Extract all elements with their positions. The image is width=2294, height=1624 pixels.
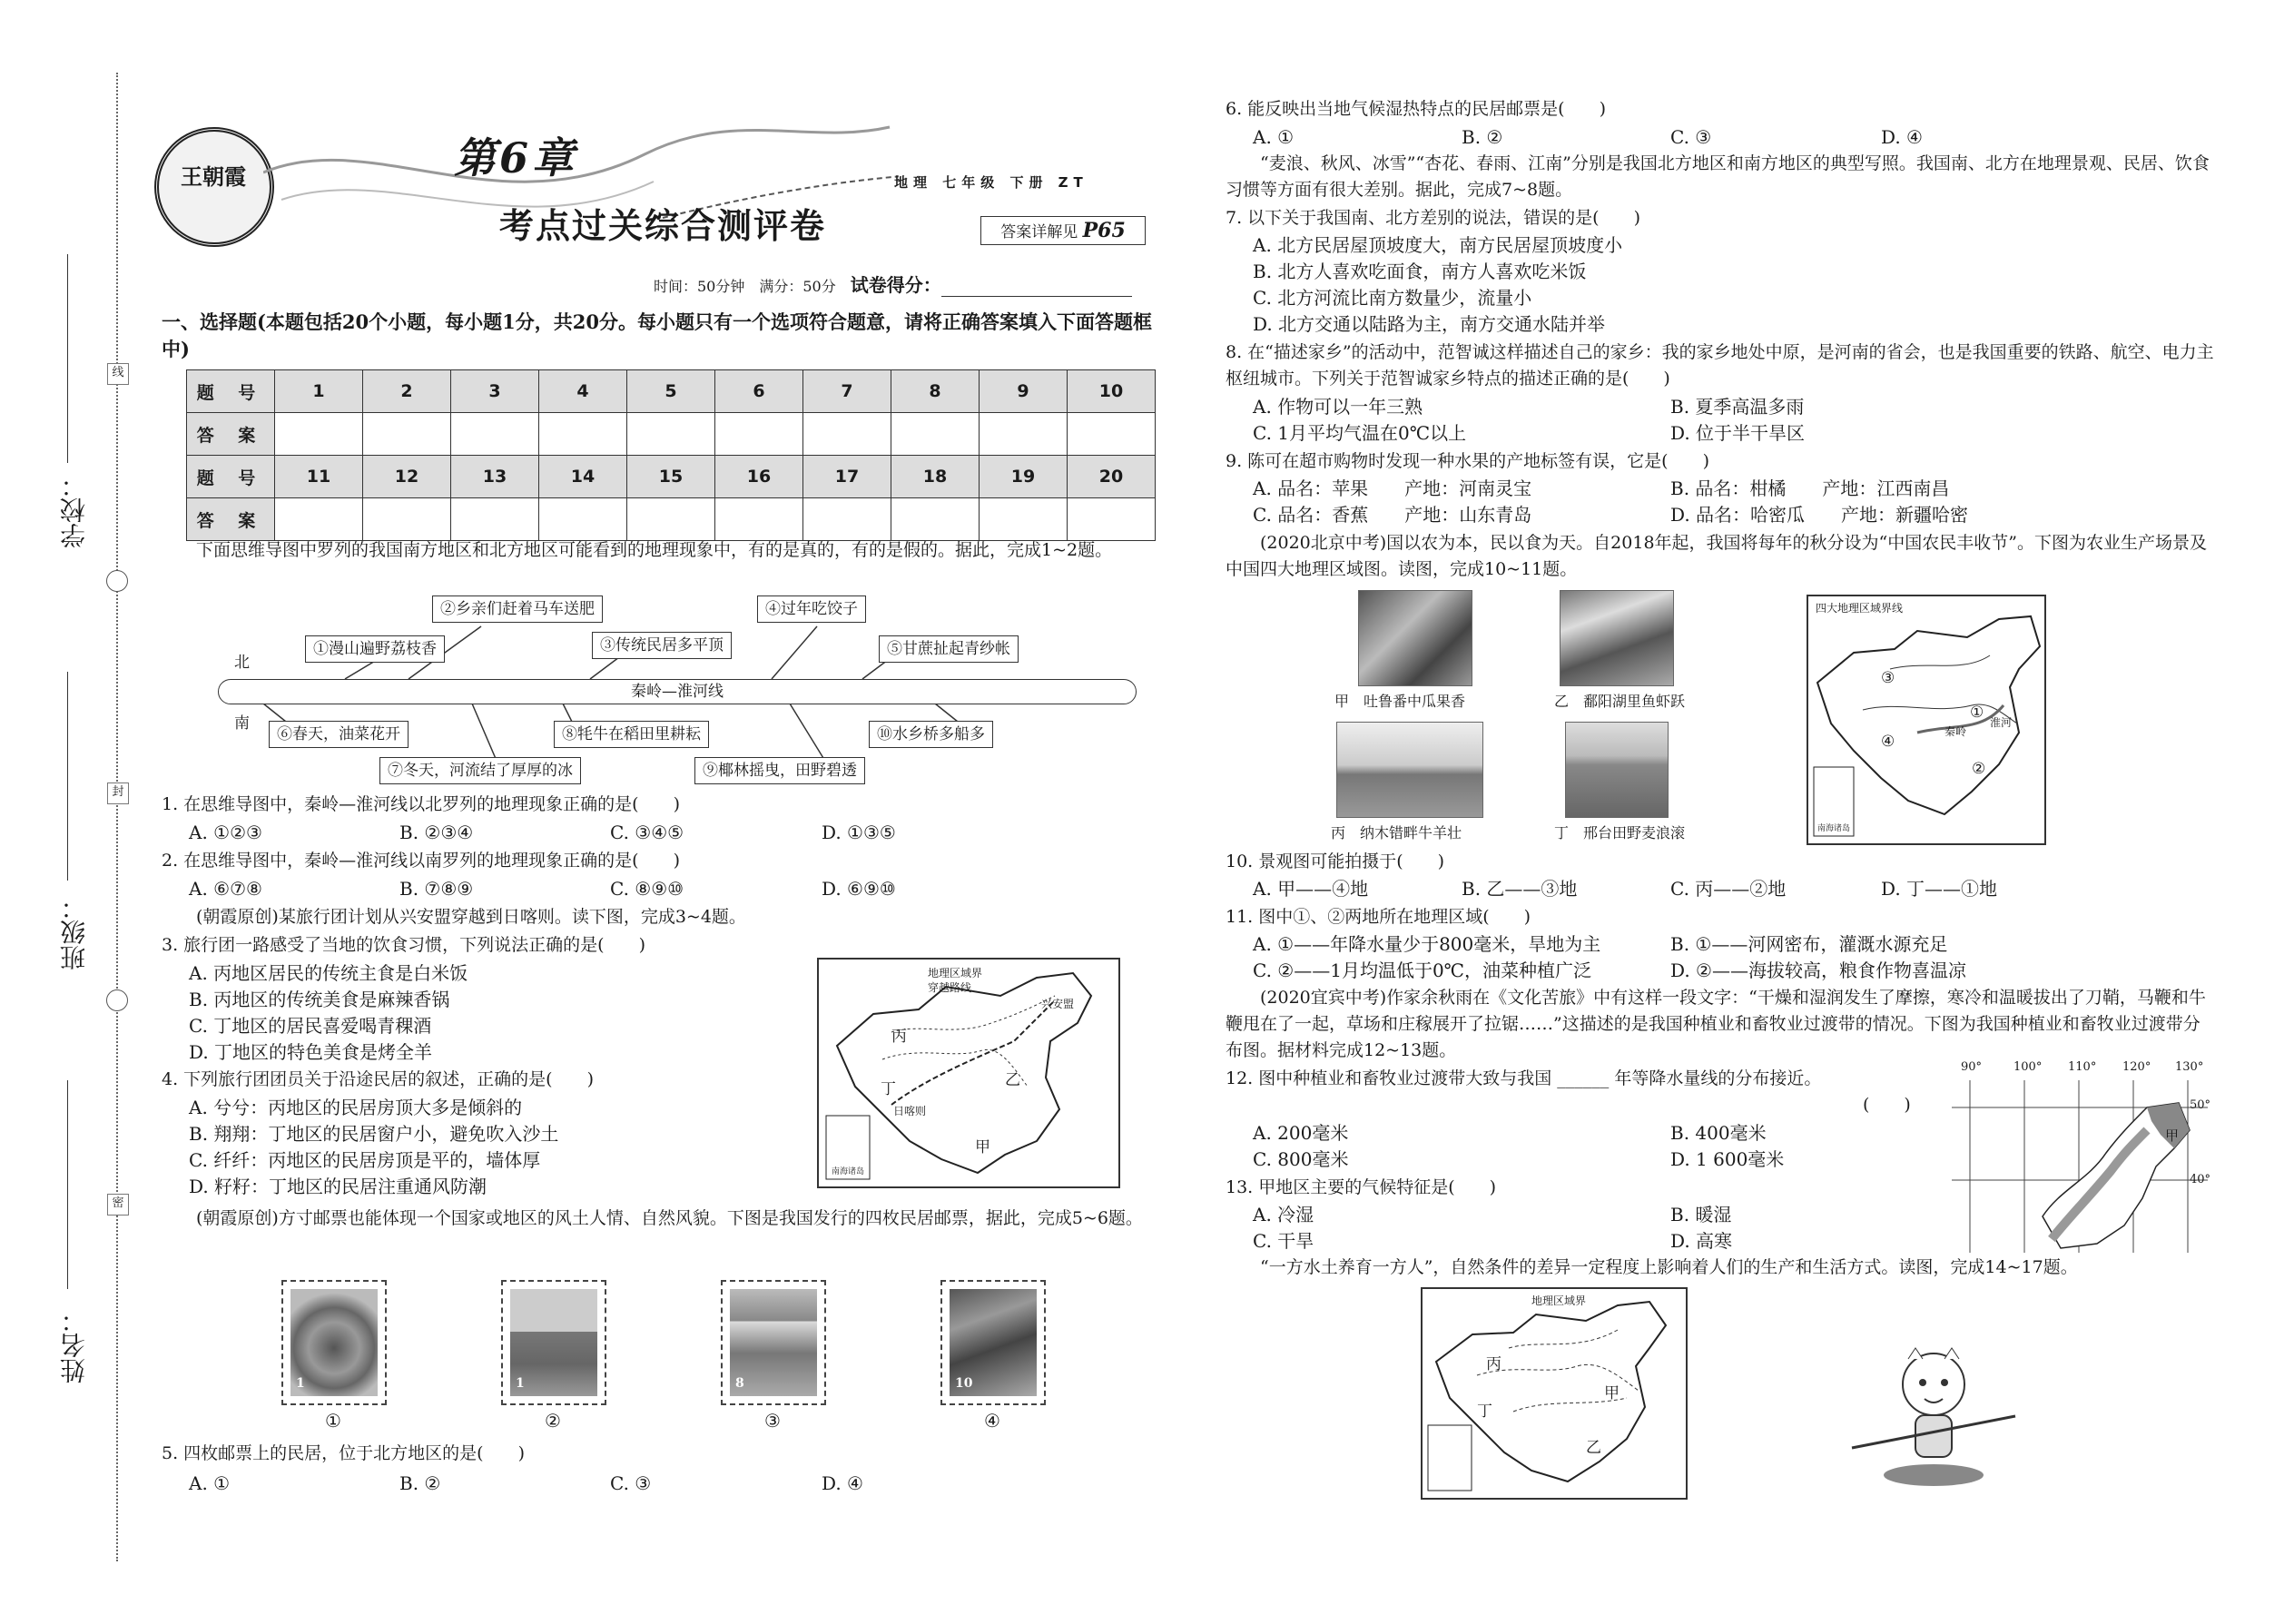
q1-option-c[interactable]: C. ③④⑤ (610, 822, 684, 843)
grid-num: 19 (980, 456, 1068, 498)
stamp-value: 10 (955, 1376, 973, 1391)
answer-cell[interactable] (627, 498, 715, 541)
q4-option-d[interactable]: D. 籽籽：丁地区的民居注重通风防潮 (189, 1176, 487, 1197)
q4-option-b[interactable]: B. 翔翔：丁地区的民居窗户小，避免吹入沙土 (189, 1123, 559, 1145)
mindmap-node-5: ⑤甘蔗扯起青纱帐 (879, 635, 1019, 663)
answer-cell[interactable] (451, 498, 539, 541)
grid-num: 15 (627, 456, 715, 498)
q1-option-a[interactable]: A. ①②③ (189, 822, 262, 843)
answer-cell[interactable] (363, 413, 451, 456)
answer-cell[interactable] (715, 498, 803, 541)
logo-text: 王朝霞 (181, 163, 246, 190)
school-field[interactable] (67, 254, 68, 463)
q5-option-d[interactable]: D. ④ (822, 1472, 863, 1494)
q4-stem: 4. 下列旅行团团员关于沿途民居的叙述，正确的是( ) (162, 1069, 594, 1089)
name-field[interactable] (67, 1080, 68, 1289)
grid-label: 答 案 (187, 498, 275, 541)
q3-option-a[interactable]: A. 丙地区居民的传统主食是白米饭 (189, 962, 468, 984)
answer-cell[interactable] (451, 413, 539, 456)
answer-cell[interactable] (275, 413, 363, 456)
score-label: 试卷得分： (850, 274, 941, 296)
mindmap-node-10: ⑩水乡桥多船多 (869, 721, 993, 748)
photo-poyang (1560, 590, 1674, 686)
q13-option-d[interactable]: D. 高寒 (1670, 1230, 1733, 1252)
region-jia: 甲 (2165, 1127, 2180, 1144)
brand-logo (154, 127, 274, 247)
q7-option-b[interactable]: B. 北方人喜欢吃面食，南方人喜欢吃米饭 (1253, 261, 1587, 282)
q10-option-a[interactable]: A. 甲——④地 (1253, 878, 1369, 900)
region-yi: 乙 (1586, 1439, 1601, 1457)
grid-num: 4 (539, 370, 627, 413)
stamp-value: 1 (296, 1376, 305, 1391)
school-label: 学校： (59, 472, 89, 548)
grid-label: 题 号 (187, 456, 275, 498)
legend-region-boundary: 地理区域界 (928, 967, 983, 979)
answer-cell[interactable] (803, 498, 891, 541)
q3-option-b[interactable]: B. 丙地区的传统美食是麻辣香锅 (189, 989, 450, 1010)
map-end-label: 日喀则 (893, 1105, 927, 1117)
stamp-1 (281, 1280, 387, 1405)
map-start-label: 兴安盟 (1041, 998, 1075, 1010)
paper-subtitle: 考点过关综合测评卷 (499, 205, 827, 246)
legend-route: 穿越路线 (928, 981, 972, 994)
q1-option-d[interactable]: D. ①③⑤ (822, 822, 896, 843)
answer-grid (186, 369, 1156, 541)
q6-option-d[interactable]: D. ④ (1881, 126, 1923, 148)
q9-option-c[interactable]: C. 品名：香蕉 产地：山东青岛 (1253, 504, 1532, 526)
mascot-illustration (1843, 1339, 2024, 1502)
china-outline-drawing (1423, 1289, 1686, 1498)
score-field[interactable] (941, 280, 1132, 297)
exam-meta (654, 271, 1132, 297)
answer-cell[interactable] (891, 498, 980, 541)
q7-option-d[interactable]: D. 北方交通以陆路为主，南方交通水陆并举 (1253, 313, 1606, 335)
answer-note: 答案详解见 (1000, 223, 1078, 241)
binding-hole-icon (106, 989, 128, 1011)
region-ding: 丁 (1477, 1403, 1492, 1421)
q6-stem: 6. 能反映出当地气候湿热特点的民居邮票是( ) (1226, 99, 1606, 119)
q12-option-d[interactable]: D. 1 600毫米 (1670, 1148, 1785, 1170)
regions-map (1421, 1287, 1688, 1500)
answer-cell[interactable] (980, 413, 1068, 456)
photo-turpan (1358, 590, 1472, 686)
q10-option-c[interactable]: C. 丙——②地 (1670, 878, 1787, 900)
grid-num: 20 (1068, 456, 1156, 498)
q5-option-b[interactable]: B. ② (399, 1472, 441, 1494)
q1-option-b[interactable]: B. ②③④ (399, 822, 474, 843)
map2-legend: 四大地理区域界线 (1816, 602, 1904, 615)
region-ding: 丁 (881, 1080, 896, 1098)
grid-num: 18 (891, 456, 980, 498)
q7-option-a[interactable]: A. 北方民居屋顶坡度大，南方民居屋顶坡度小 (1253, 234, 1623, 256)
map2-qinling: 秦岭 (1944, 725, 1967, 738)
map2-marker-4: ④ (1881, 733, 1895, 751)
q12-stem: 12. 图中种植业和畜牧业过渡带大致与我国 ______ 年等降水量线的分布接近。 (1226, 1068, 1822, 1088)
q10-option-d[interactable]: D. 丁——①地 (1881, 878, 1998, 900)
q13-stem: 13. 甲地区主要的气候特征是( ) (1226, 1177, 1497, 1197)
section-heading: 一、选择题(本题包括20个小题，每小题1分，共20分。每小题只有一个选项符合题意，请将正确答案填入下面答题框中) (162, 310, 1152, 360)
answer-page: P65 (1082, 219, 1126, 242)
q6-option-c[interactable]: C. ③ (1670, 126, 1712, 148)
intro-q14-17: “一方水土养育一方人”，自然条件的差异一定程度上影响着人们的生产和生活方式。读图，完成14~17题。 (1260, 1257, 2078, 1277)
answer-cell[interactable] (627, 413, 715, 456)
intro-q12-13: (2020宜宾中考)作家余秋雨在《文化苦旅》中有这样一段文字：“干燥和湿润发生了摩擦，寒冷和温暖拔出了刀鞘，马鞭和牛鞭甩在了一起，草场和庄稼展开了拉锯……”这描述的是我国种植业和畜牧业过渡带的情况。下图为我国种植业和畜牧业过渡带分布图。据材料完成12~13题。 (1226, 988, 2206, 1060)
answer-reference (980, 216, 1146, 245)
q6-option-a[interactable]: A. ① (1253, 126, 1295, 148)
qinling-huaihe-bar: 秦岭—淮河线 (218, 679, 1137, 704)
stamp-label-3: ③ (764, 1410, 781, 1432)
q5-option-a[interactable]: A. ① (189, 1472, 231, 1494)
stamp-2 (501, 1280, 606, 1405)
name-label: 姓名： (59, 1307, 89, 1383)
q7-stem: 7. 以下关于我国南、北方差别的说法，错误的是( ) (1226, 208, 1640, 228)
region-jia: 甲 (1604, 1384, 1620, 1403)
q6-option-b[interactable]: B. ② (1462, 126, 1503, 148)
stamp-label-2: ② (545, 1410, 561, 1432)
q5-stem: 5. 四枚邮票上的民居，位于北方地区的是( ) (162, 1443, 525, 1463)
class-label: 班级： (59, 894, 89, 970)
grid-num: 6 (715, 370, 803, 413)
grid-num: 10 (1068, 370, 1156, 413)
q11-stem: 11. 图中①、②两地所在地理区域( ) (1226, 907, 1531, 927)
region-bing: 丙 (1486, 1355, 1501, 1373)
q11-option-b[interactable]: B. ①——河网密布，灌溉水源充足 (1670, 933, 1948, 955)
q10-stem: 10. 景观图可能拍摄于( ) (1226, 851, 1445, 871)
seal-tag-seal: 封 (107, 782, 129, 804)
intro-q7-8: “麦浪、秋风、冰雪”“杏花、春雨、江南”分别是我国北方地区和南方地区的典型写照。我国南、北方在地理景观、民居、饮食习惯等方面有很大差别。据此，完成7~8题。 (1226, 153, 2210, 200)
q9-stem: 9. 陈可在超市购物时发现一种水果的产地标签有误，它是( ) (1226, 451, 1709, 471)
stamp-label-1: ① (325, 1410, 341, 1432)
seal-tag-secret: 密 (107, 1194, 129, 1216)
route-map (817, 958, 1120, 1188)
inset-label: 南海诸岛 (832, 1167, 865, 1176)
map2-marker-2: ② (1972, 760, 1986, 778)
grid-num: 8 (891, 370, 980, 413)
intro-q10-11: (2020北京中考)国以农为本，民以食为天。自2018年起，我国将每年的秋分设为“中国农民丰收节”。下图为农业生产场景及中国四大地理区域图。读图，完成10~11题。 (1226, 533, 2207, 579)
four-regions-map (1807, 595, 2046, 845)
q12-option-a[interactable]: A. 200毫米 (1253, 1122, 1349, 1144)
grid-num: 1 (275, 370, 363, 413)
lon-120: 120° (2122, 1060, 2151, 1074)
q2-stem: 2. 在思维导图中，秦岭—淮河线以南罗列的地理现象正确的是( ) (162, 851, 680, 871)
q10-option-b[interactable]: B. 乙——③地 (1462, 878, 1578, 900)
chapter-title: 第6章 (454, 133, 578, 182)
q13-option-b[interactable]: B. 暖湿 (1670, 1204, 1732, 1225)
region-jia: 甲 (975, 1138, 990, 1156)
q12-option-c[interactable]: C. 800毫米 (1253, 1148, 1349, 1170)
grid-label: 答 案 (187, 413, 275, 456)
answer-cell[interactable] (715, 413, 803, 456)
grid-label: 题 号 (187, 370, 275, 413)
q2-option-b[interactable]: B. ⑦⑧⑨ (399, 878, 474, 900)
q12-option-b[interactable]: B. 400毫米 (1670, 1122, 1767, 1144)
grid-num: 14 (539, 456, 627, 498)
lon-130: 130° (2175, 1060, 2204, 1074)
answer-cell[interactable] (539, 413, 627, 456)
mindmap-node-3: ③传统民居多平顶 (592, 632, 732, 659)
grid-num: 9 (980, 370, 1068, 413)
q8-option-d[interactable]: D. 位于半干旱区 (1670, 422, 1806, 444)
lon-110: 110° (2068, 1060, 2097, 1074)
q7-option-c[interactable]: C. 北方河流比南方数量少，流量小 (1253, 287, 1532, 309)
intro-q3-4: (朝霞原创)某旅行团计划从兴安盟穿越到日喀则。读下图，完成3~4题。 (196, 907, 746, 927)
q4-option-a[interactable]: A. 兮兮：丙地区的民居房顶大多是倾斜的 (189, 1097, 523, 1118)
grid-num: 16 (715, 456, 803, 498)
answer-cell[interactable] (803, 413, 891, 456)
mindmap-node-7: ⑦冬天，河流结了厚厚的冰 (379, 757, 581, 784)
q8-option-a[interactable]: A. 作物可以一年三熟 (1253, 396, 1423, 418)
q13-option-c[interactable]: C. 干旱 (1253, 1230, 1314, 1252)
lon-100: 100° (2013, 1060, 2043, 1074)
answer-cell[interactable] (275, 498, 363, 541)
grid-num: 11 (275, 456, 363, 498)
map4-legend: 地理区域界 (1531, 1294, 1587, 1307)
photo-caption-ding: 丁 邢台田野麦浪滚 (1554, 824, 1686, 842)
intro-q1-2: 下面思维导图中罗列的我国南方地区和北方地区可能看到的地理现象中，有的是真的，有的是假的。据此，完成1~2题。 (196, 540, 1113, 560)
q11-option-d[interactable]: D. ②——海拔较高，粮食作物喜温凉 (1670, 960, 1966, 981)
answer-cell[interactable] (891, 413, 980, 456)
map2-marker-1: ① (1970, 704, 1984, 722)
answer-cell[interactable] (980, 498, 1068, 541)
q3-stem: 3. 旅行团一路感受了当地的饮食习惯，下列说法正确的是( ) (162, 935, 645, 955)
seal-tag-line: 线 (107, 363, 129, 385)
photo-caption-jia: 甲 吐鲁番中瓜果香 (1334, 693, 1466, 710)
intro-q5-6: (朝霞原创)方寸邮票也能体现一个国家或地区的风土人情、自然风貌。下图是我国发行的四枚民居邮票，据此，完成5~6题。 (196, 1208, 1143, 1228)
q12-paren: ( ) (1863, 1095, 1911, 1115)
q8-option-c[interactable]: C. 1月平均气温在0℃以上 (1253, 422, 1467, 444)
photo-xingtai (1565, 722, 1669, 818)
q4-option-c[interactable]: C. 纤纤：丙地区的民居房顶是平的，墙体厚 (189, 1149, 541, 1171)
lat-40: 40° (2190, 1173, 2211, 1186)
stamp-label-4: ④ (984, 1410, 1000, 1432)
photo-namtso (1336, 722, 1483, 818)
q5-option-c[interactable]: C. ③ (610, 1472, 652, 1494)
q8-stem: 8. 在“描述家乡”的活动中，范智诚这样描述自己的家乡：我的家乡地处中原，是河南的省会，也是我国重要的铁路、航空、电力主枢纽城市。下列关于范智诚家乡特点的描述正确的是( ) (1226, 342, 2214, 389)
course-tagline: 地理 七年级 下册 ZT (894, 174, 1088, 191)
transition-belt-map (1952, 1060, 2211, 1255)
lat-50: 50° (2190, 1098, 2211, 1112)
lon-90: 90° (1961, 1060, 1983, 1074)
mindmap-node-6: ⑥春天，油菜花开 (269, 721, 409, 748)
photo-caption-bing: 丙 纳木错畔牛羊壮 (1331, 824, 1462, 842)
stamp-3 (721, 1280, 826, 1405)
q3-option-d[interactable]: D. 丁地区的特色美食是烤全羊 (189, 1041, 433, 1063)
stamp-value: 1 (516, 1376, 525, 1391)
grid-num: 13 (451, 456, 539, 498)
grid-num: 3 (451, 370, 539, 413)
answer-cell[interactable] (363, 498, 451, 541)
binding-dotted-line (116, 73, 118, 1561)
region-yi: 乙 (1005, 1071, 1020, 1089)
q9-option-b[interactable]: B. 品名：柑橘 产地：江西南昌 (1670, 477, 1950, 499)
answer-cell[interactable] (1068, 413, 1156, 456)
photo-caption-yi: 乙 鄱阳湖里鱼虾跃 (1554, 693, 1686, 710)
q11-option-a[interactable]: A. ①——年降水量少于800毫米，旱地为主 (1253, 933, 1601, 955)
q8-option-b[interactable]: B. 夏季高温多雨 (1670, 396, 1805, 418)
mindmap-node-9: ⑨椰林摇曳，田野碧透 (694, 757, 865, 784)
q2-option-d[interactable]: D. ⑥⑨⑩ (822, 878, 896, 900)
answer-cell[interactable] (1068, 498, 1156, 541)
north-label: 北 (234, 654, 250, 672)
q2-option-c[interactable]: C. ⑧⑨⑩ (610, 878, 684, 900)
mindmap-node-4: ④过年吃饺子 (757, 595, 866, 623)
mindmap-node-1: ①漫山遍野荔枝香 (305, 635, 445, 663)
grid-num: 12 (363, 456, 451, 498)
mindmap-node-8: ⑧牦牛在稻田里耕耘 (554, 721, 709, 748)
q2-option-a[interactable]: A. ⑥⑦⑧ (189, 878, 262, 900)
grid-num: 2 (363, 370, 451, 413)
q3-option-c[interactable]: C. 丁地区的居民喜爱喝青稞酒 (189, 1015, 432, 1037)
class-field[interactable] (67, 672, 68, 881)
map2-huaihe: 淮河 (1990, 716, 2013, 729)
q9-option-a[interactable]: A. 品名：苹果 产地：河南灵宝 (1253, 477, 1532, 499)
grid-num: 5 (627, 370, 715, 413)
stamp-value: 8 (735, 1376, 744, 1391)
q13-option-a[interactable]: A. 冷湿 (1253, 1204, 1314, 1225)
q1-stem: 1. 在思维导图中，秦岭—淮河线以北罗列的地理现象正确的是( ) (162, 794, 680, 814)
map2-marker-3: ③ (1881, 669, 1895, 687)
mindmap-node-2: ②乡亲们赶着马车送肥 (432, 595, 603, 623)
q9-option-d[interactable]: D. 品名：哈密瓜 产地：新疆哈密 (1670, 504, 1969, 526)
grid-map-drawing (1952, 1080, 2211, 1266)
answer-cell[interactable] (539, 498, 627, 541)
q11-option-c[interactable]: C. ②——1月均温低于0℃，油菜种植广泛 (1253, 960, 1592, 981)
region-bing: 丙 (891, 1028, 907, 1046)
stamp-4 (940, 1280, 1046, 1405)
binding-hole-icon (106, 570, 128, 592)
grid-num: 17 (803, 456, 891, 498)
inset-label: 南海诸岛 (1817, 824, 1851, 833)
grid-num: 7 (803, 370, 891, 413)
south-label: 南 (234, 714, 250, 733)
exam-time-score: 时间：50分钟 满分：50分 (654, 278, 836, 295)
